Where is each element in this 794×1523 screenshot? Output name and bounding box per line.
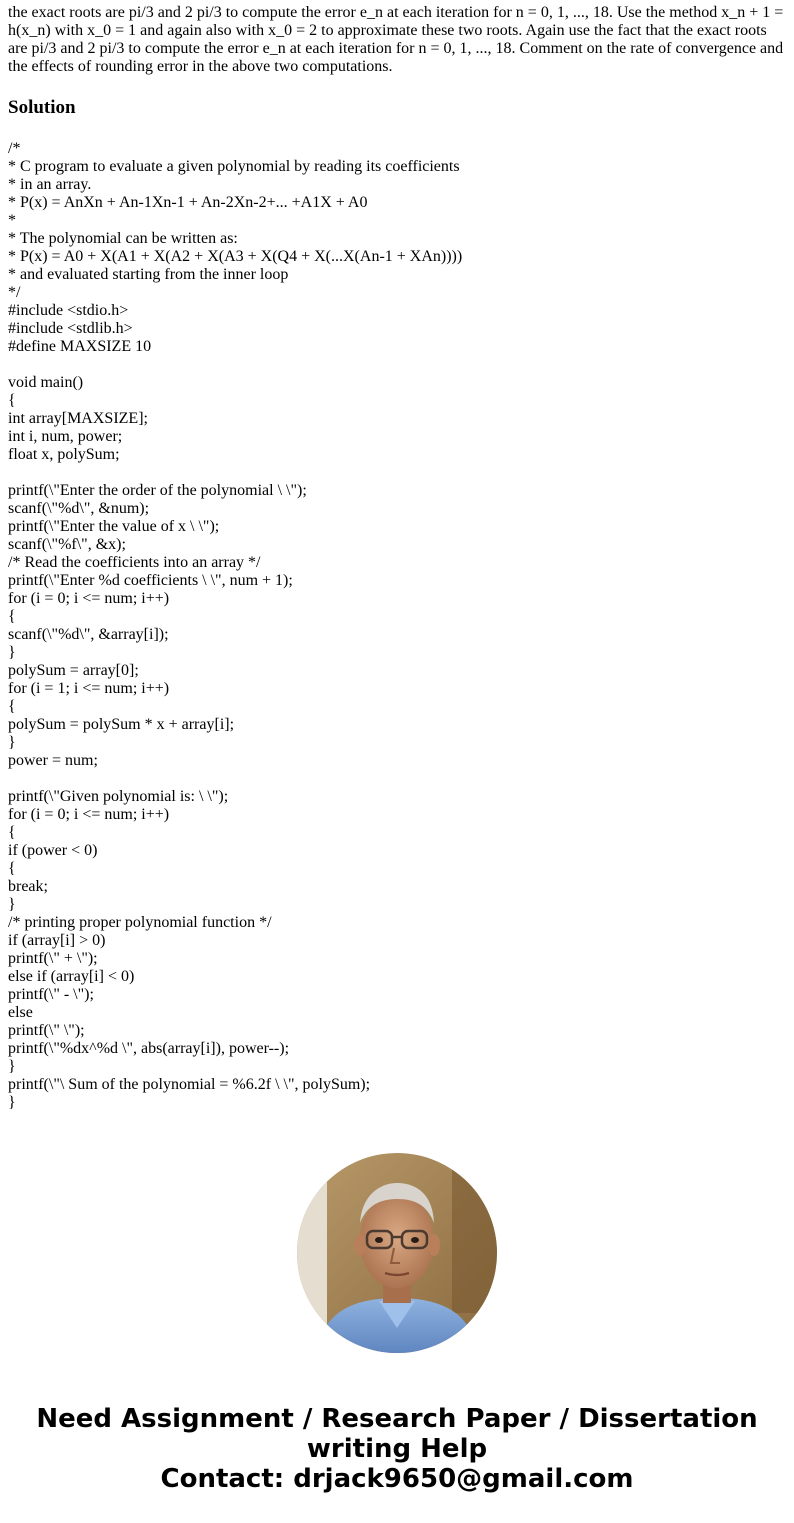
code-line: #define MAXSIZE 10 — [8, 338, 152, 355]
code-line: { — [8, 392, 16, 409]
author-photo — [297, 1153, 497, 1353]
code-line: #include <stdlib.h> — [8, 320, 133, 337]
code-line: polySum = array[0]; — [8, 662, 139, 679]
question-line: are pi/3 and 2 pi/3 to compute the error e_n at each iteration for n = 0, 1, ..., 18. Comment on the rate of convergence and — [8, 40, 784, 57]
code-line — [8, 356, 786, 374]
code-line: */ — [8, 284, 21, 301]
code-line: for (i = 1; i <= num; i++) — [8, 680, 170, 697]
code-line: power = num; — [8, 752, 98, 769]
code-line: else if (array[i] < 0) — [8, 968, 135, 985]
code-line: for (i = 0; i <= num; i++) — [8, 806, 170, 823]
code-line — [8, 464, 786, 482]
code-line: } — [8, 734, 16, 751]
code-line: { — [8, 698, 16, 715]
code-line: printf(\" + \"); — [8, 950, 98, 967]
code-line: break; — [8, 878, 48, 895]
document-page — [8, 0, 786, 1112]
code-line: * and evaluated starting from the inner loop — [8, 266, 289, 283]
code-line: int i, num, power; — [8, 428, 123, 445]
code-line — [8, 770, 786, 788]
question-line: h(x_n) with x_0 = 1 and again also with x_0 = 2 to approximate these two roots. Again use the fact that the exact roots — [8, 22, 767, 39]
code-line: printf(\"Enter the order of the polynomial \ \"); — [8, 482, 307, 499]
promo-banner — [0, 1404, 794, 1494]
question-text — [8, 0, 786, 76]
code-line: printf(\"%dx^%d \", abs(array[i]), power--); — [8, 1040, 290, 1057]
code-line: printf(\"Enter the value of x \ \"); — [8, 518, 220, 535]
code-line: else — [8, 1004, 33, 1021]
code-line: /* — [8, 140, 21, 157]
code-line: if (power < 0) — [8, 842, 98, 859]
code-line: /* Read the coefficients into an array */ — [8, 554, 261, 571]
code-line: * P(x) = AnXn + An-1Xn-1 + An-2Xn-2+... +A1X + A0 — [8, 194, 368, 211]
code-line: * P(x) = A0 + X(A1 + X(A2 + X(A3 + X(Q4 + X(...X(An-1 + XAn)))) — [8, 248, 463, 265]
promo-contact: Contact: drjack9650@gmail.com — [160, 1464, 634, 1494]
author-avatar — [297, 1153, 497, 1353]
code-line: { — [8, 824, 16, 841]
code-line: } — [8, 896, 16, 913]
code-line: } — [8, 1058, 16, 1075]
code-line: printf(\"\ Sum of the polynomial = %6.2f \ \", polySum); — [8, 1076, 371, 1093]
code-line: for (i = 0; i <= num; i++) — [8, 590, 170, 607]
code-line: if (array[i] > 0) — [8, 932, 106, 949]
code-line: } — [8, 644, 16, 661]
code-line: float x, polySum; — [8, 446, 120, 463]
code-line: void main() — [8, 374, 84, 391]
promo-line-2: writing Help — [306, 1434, 488, 1464]
code-line: * The polynomial can be written as: — [8, 230, 238, 247]
code-line: polySum = polySum * x + array[i]; — [8, 716, 235, 733]
promo-line-1: Need Assignment / Research Paper / Dissertation — [36, 1404, 758, 1434]
code-line: * C program to evaluate a given polynomial by reading its coefficients — [8, 158, 460, 175]
code-line: #include <stdio.h> — [8, 302, 129, 319]
code-line: printf(\" - \"); — [8, 986, 94, 1003]
code-line: * — [8, 212, 16, 229]
code-line: printf(\"Given polynomial is: \ \"); — [8, 788, 229, 805]
code-line: scanf(\"%d\", &num); — [8, 500, 150, 517]
question-line: the exact roots are pi/3 and 2 pi/3 to compute the error e_n at each iteration for n = 0, 1, ..., 18. Use the method x_n + 1 = — [8, 4, 784, 21]
solution-heading: Solution — [8, 97, 76, 118]
code-line: printf(\"Enter %d coefficients \ \", num + 1); — [8, 572, 293, 589]
question-paragraph — [8, 4, 786, 76]
code-line: scanf(\"%f\", &x); — [8, 536, 126, 553]
question-line: the effects of rounding error in the above two computations. — [8, 58, 393, 75]
code-line: /* printing proper polynomial function */ — [8, 914, 272, 931]
code-line: { — [8, 860, 16, 877]
code-listing — [8, 140, 786, 1112]
code-line: { — [8, 608, 16, 625]
code-line: } — [8, 1094, 16, 1111]
code-line: scanf(\"%d\", &array[i]); — [8, 626, 169, 643]
code-line: * in an array. — [8, 176, 92, 193]
code-line: int array[MAXSIZE]; — [8, 410, 148, 427]
code-line: printf(\" \"); — [8, 1022, 85, 1039]
